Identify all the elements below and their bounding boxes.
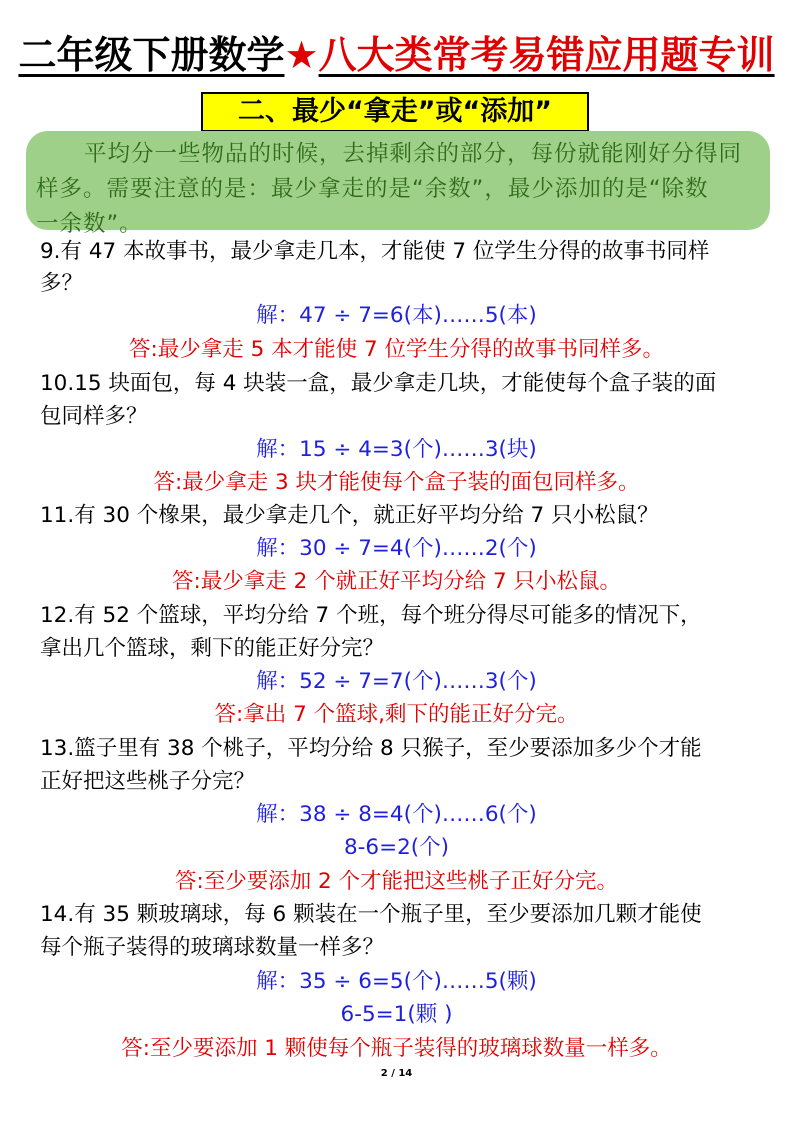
solution-line: 解：52 ÷ 7=7(个)……3(个) xyxy=(256,669,537,694)
question-text: 11.有 30 个橡果，最少拿走几个，就正好平均分给 7 只小松鼠？ xyxy=(40,503,659,528)
question-text: 9.有 47 本故事书，最少拿走几本，才能使 7 位学生分得的故事书同样 xyxy=(40,239,710,264)
solution-line: 解：38 ÷ 8=4(个)……6(个) xyxy=(256,802,537,827)
solution-line: 8-6=2(个) xyxy=(343,835,450,860)
question-text: 正好把这些桃子分完？ xyxy=(40,769,256,794)
title-topic: 八大类常考易错应用题专训 xyxy=(318,33,775,77)
answer-line: 答:至少要添加 1 颗使每个瓶子装得的玻璃球数量一样多。 xyxy=(121,1036,672,1061)
solution-line: 解：35 ÷ 6=5(个)……5(颗) xyxy=(256,969,537,994)
tip-box xyxy=(26,131,770,237)
tip-line-3: 一余数”。 xyxy=(36,211,143,237)
answer-line: 答:最少拿走 5 本才能使 7 位学生分得的故事书同样多。 xyxy=(129,337,664,362)
answer-line: 答:拿出 7 个篮球,剩下的能正好分完。 xyxy=(214,702,579,727)
question-text: 14.有 35 颗玻璃球，每 6 颗装在一个瓶子里，至少要添加几颗才能使 xyxy=(40,902,702,927)
tip-line-2: 样多。需要注意的是：最少拿走的是“余数”，最少添加的是“除数 xyxy=(36,176,709,202)
tip-line-1: 平均分一些物品的时候，去掉剩余的部分，每份就能刚好分得同 xyxy=(84,141,743,167)
page-number: 2 / 14 xyxy=(380,1068,413,1079)
answer-line: 答:最少拿走 3 块才能使每个盒子装的面包同样多。 xyxy=(153,470,640,495)
star-icon: ★ xyxy=(284,33,319,77)
solution-line: 解：30 ÷ 7=4(个)……2(个) xyxy=(256,536,537,561)
question-text: 每个瓶子装得的玻璃球数量一样多？ xyxy=(40,935,385,960)
solution-line: 解：47 ÷ 7=6(本)……5(本) xyxy=(256,303,537,328)
title-grade: 二年级下册数学 xyxy=(18,33,285,77)
section-heading: 二、最少“拿走”或“添加” xyxy=(201,92,589,132)
question-text: 拿出几个篮球，剩下的能正好分完？ xyxy=(40,636,385,661)
question-text: 10.15 块面包，每 4 块装一盒，最少拿走几块，才能使每个盒子装的面 xyxy=(40,371,717,396)
question-text: 多？ xyxy=(40,271,84,296)
solution-line: 6-5=1(颗 ) xyxy=(340,1002,453,1027)
document-title xyxy=(0,30,793,80)
solution-line: 解：15 ÷ 4=3(个)……3(块) xyxy=(256,437,537,462)
question-text: 13.篮子里有 38 个桃子，平均分给 8 只猴子，至少要添加多少个才能 xyxy=(40,736,702,761)
question-text: 包同样多？ xyxy=(40,404,148,429)
answer-line: 答:最少拿走 2 个就正好平均分给 7 只小松鼠。 xyxy=(172,569,621,594)
question-text: 12.有 52 个篮球，平均分给 7 个班，每个班分得尽可能多的情况下， xyxy=(40,603,702,628)
answer-line: 答:至少要添加 2 个才能把这些桃子正好分完。 xyxy=(174,869,619,894)
